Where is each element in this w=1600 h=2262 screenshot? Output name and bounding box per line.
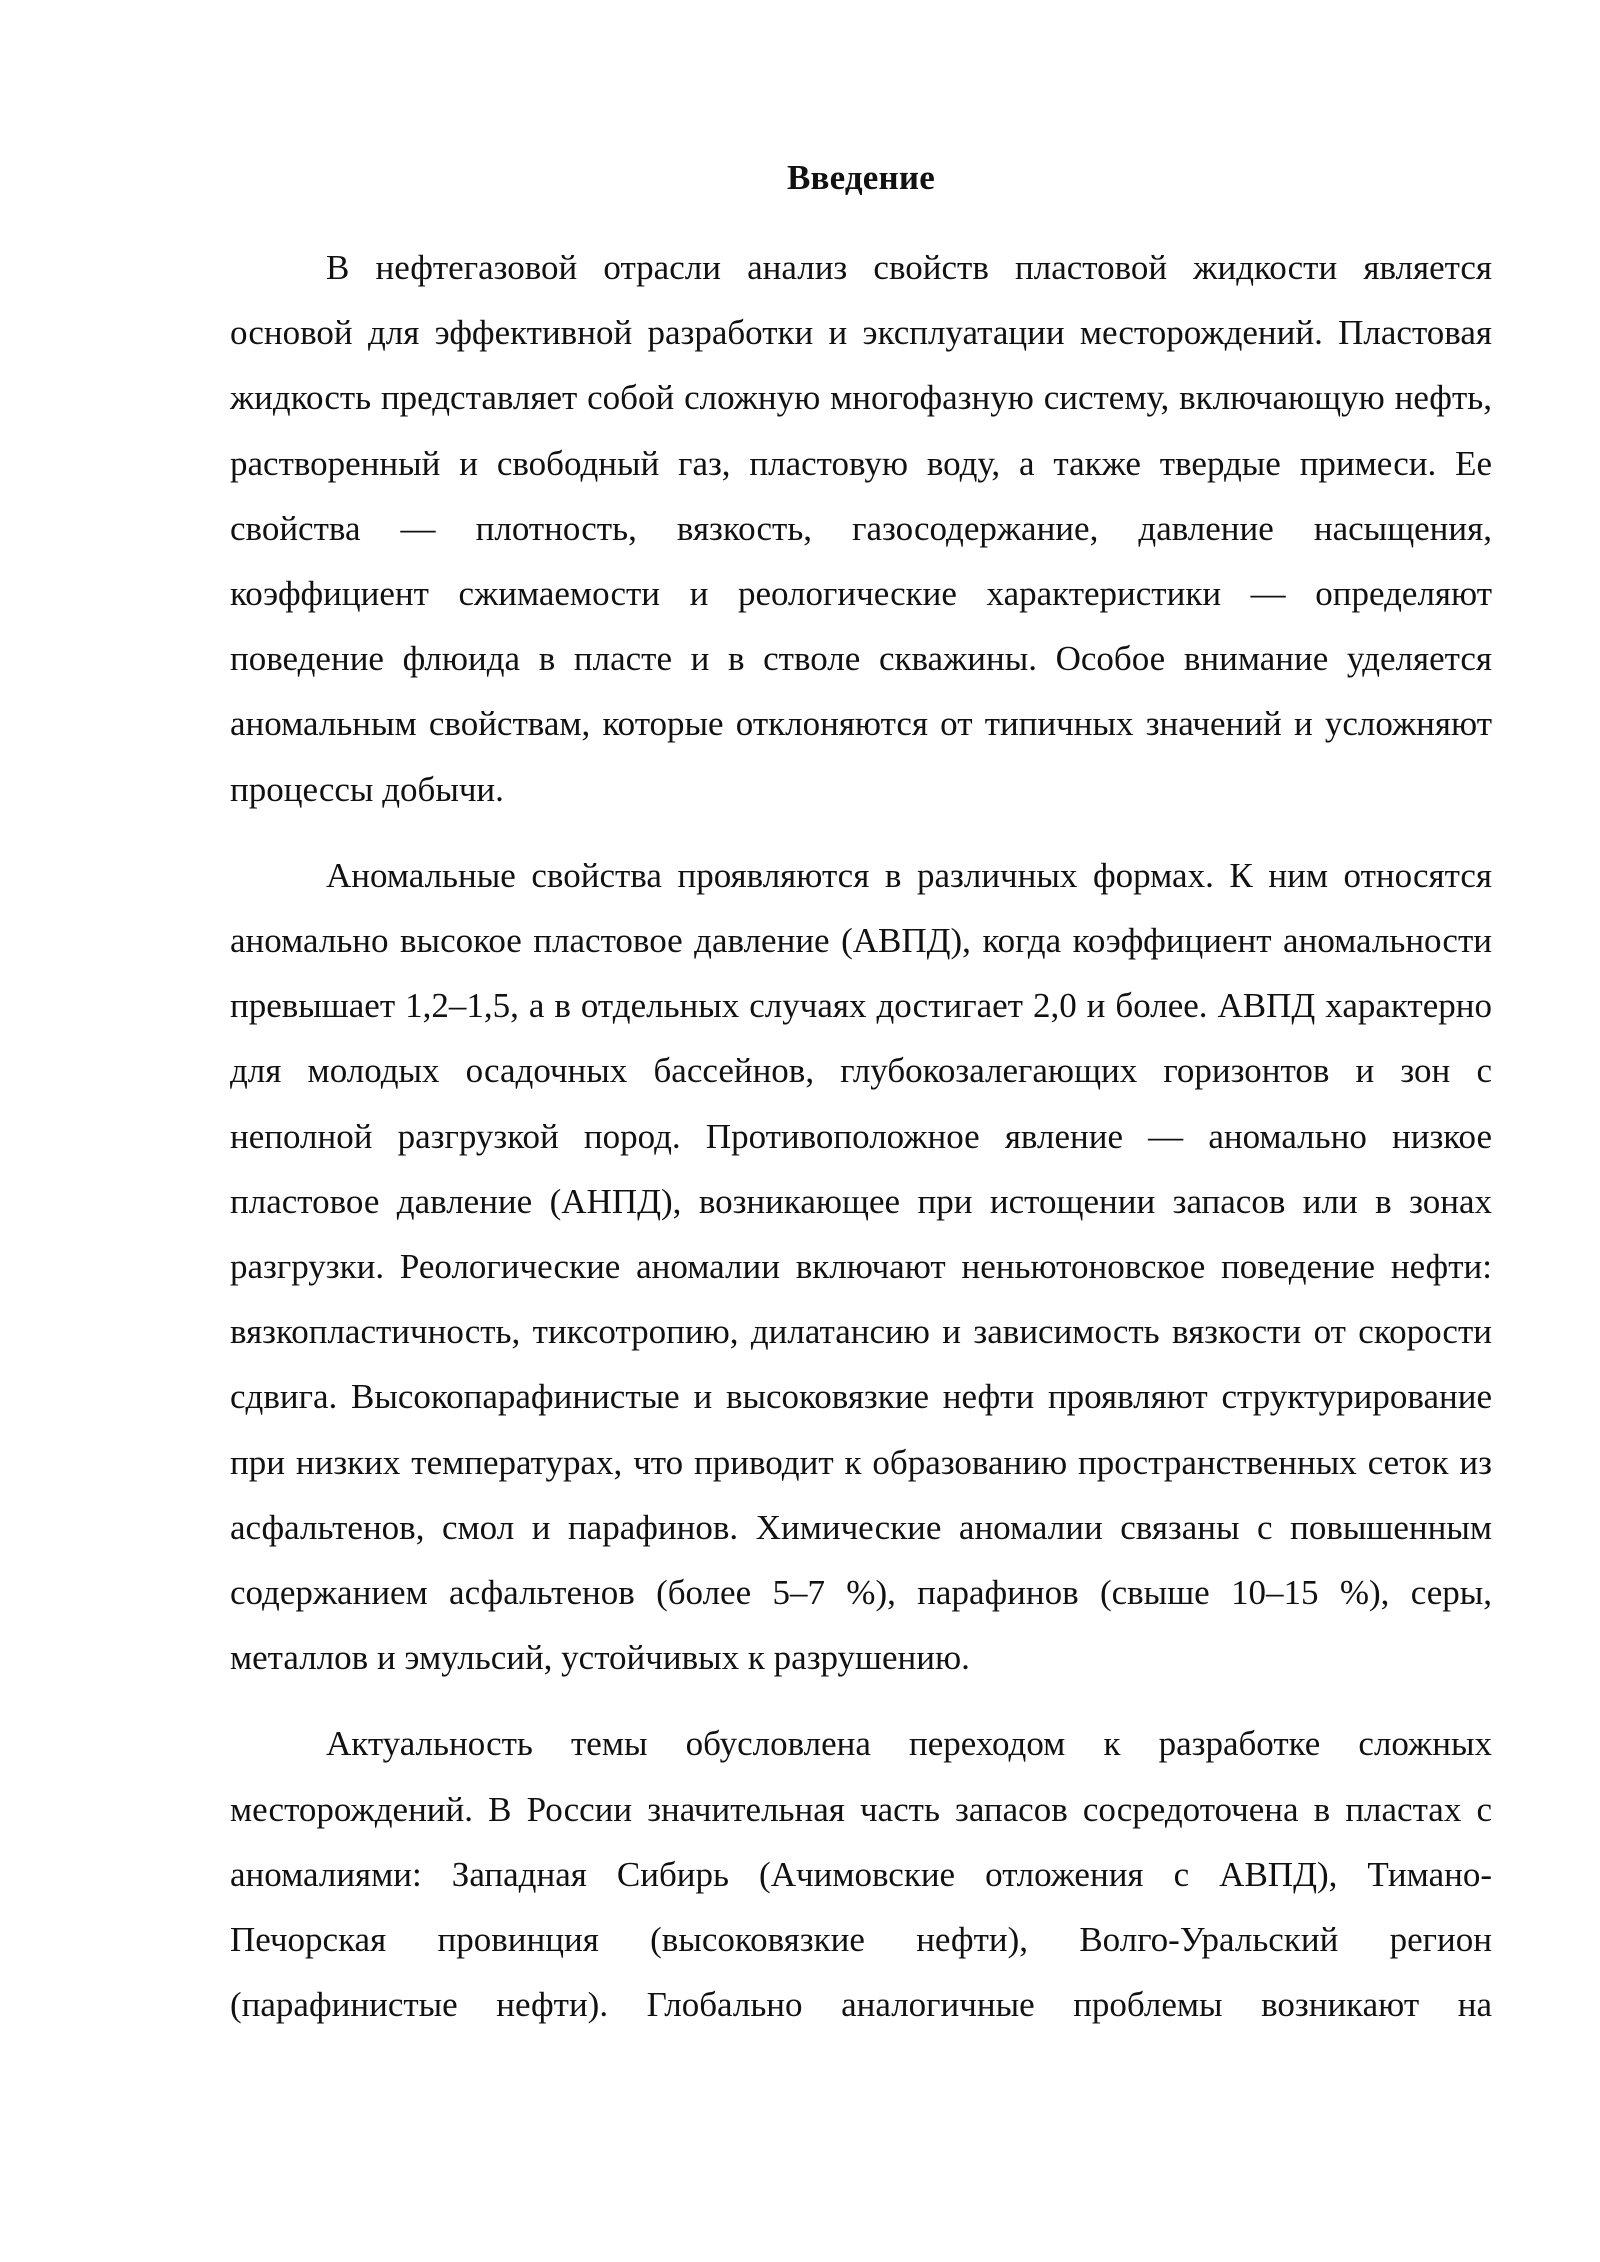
paragraph-anomalies: Аномальные свойства проявляются в различных формах. К ним относятся аномально высокое пластовое давление (АВПД), когда коэффициент аномальности превышает 1,2–1,5, а в отдельных случаях достигает 2,0 и более. АВПД характерно для молодых осадочных бассейнов, глубокозалегающих горизонтов и зон с неполной разгрузкой пород. Противоположное явление — аномально низкое пластовое давление (АНПД), возникающее при истощении запасов или в зонах разгрузки. Реологические аномалии включают неньютоновское поведение нефти: вязкопластичность, тиксотропию, дилатансию и зависимость вязкости от скорости сдвига. Высокопарафинистые и высоковязкие нефти проявляют структурирование при низких температурах, что приводит к образованию пространственных сеток из асфальтенов, смол и парафинов. Химические аномалии связаны с повышенным содержанием асфальтенов (более 5–7 %), парафинов (свыше 10–15 %), серы, металлов и эмульсий, устойчивых к разрушению. <box>230 855 1492 1678</box>
document-page <box>230 148 1492 2037</box>
paragraph-relevance: Актуальность темы обусловлена переходом к разработке сложных месторождений. В России значительная часть запасов сосредоточена в пластах с аномалиями: Западная Сибирь (Ачимовские отложения с АВПД), Тимано-Печорская провинция (высоковязкие нефти), Волго-Уральский регион (парафинистые нефти). Глобально аналогичные проблемы возникают на <box>230 1724 1492 2025</box>
paragraph-intro: В нефтегазовой отрасли анализ свойств пластовой жидкости является основой для эффективной разработки и эксплуатации месторождений. Пластовая жидкость представляет собой сложную многофазную систему, включающую нефть, растворенный и свободный газ, пластовую воду, а также твердые примеси. Ее свойства — плотность, вязкость, газосодержание, давление насыщения, коэффициент сжимаемости и реологические характеристики — определяют поведение флюида в пласте и в стволе скважины. Особое внимание уделяется аномальным свойствам, которые отклоняются от типичных значений и усложняют процессы добычи. <box>230 248 1492 809</box>
section-heading: Введение <box>786 158 936 197</box>
